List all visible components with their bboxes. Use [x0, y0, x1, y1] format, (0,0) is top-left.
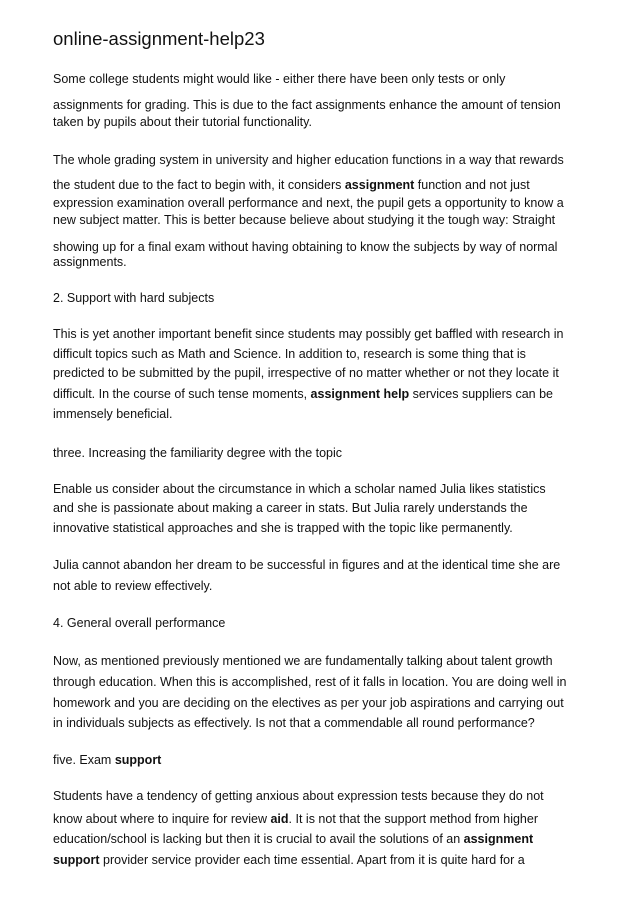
text-line — [53, 811, 538, 827]
text-segment: taken by pupils about their tutorial functionality. — [53, 115, 312, 129]
text-line — [53, 195, 564, 211]
text-line — [53, 674, 567, 690]
text-segment: through education. When this is accomplished, rest of it falls in location. You are doing well in — [53, 675, 567, 689]
text-line — [53, 653, 553, 669]
text-line — [53, 831, 533, 847]
text-line — [53, 386, 553, 402]
text-segment: know about where to inquire for review — [53, 812, 271, 826]
text-line — [53, 114, 312, 130]
text-segment: Julia cannot abandon her dream to be successful in figures and at the identical time she are — [53, 558, 561, 572]
text-segment: not able to review effectively. — [53, 579, 213, 593]
text-line — [53, 254, 127, 270]
bold-keyword: aid — [270, 812, 289, 826]
text-segment: difficult. In the course of such tense moments, — [53, 387, 311, 401]
text-segment: three. Increasing the familiarity degree with the topic — [53, 446, 343, 460]
text-segment: . It is not that the support method from higher — [288, 812, 538, 826]
text-line — [53, 290, 214, 306]
text-line — [53, 715, 535, 731]
text-line — [53, 557, 560, 573]
text-segment: new subject matter. This is better because believe about studying it the tough way: Straight — [53, 213, 556, 227]
text-line — [53, 500, 528, 516]
text-line — [53, 212, 555, 228]
text-segment: Now, as mentioned previously mentioned we are fundamentally talking about talent growth — [53, 654, 553, 668]
text-line — [53, 406, 173, 422]
text-segment: immensely beneficial. — [53, 407, 173, 421]
text-segment: services suppliers can be — [409, 387, 554, 401]
text-segment: Enable us consider about the circumstance in which a scholar named Julia likes statistics — [53, 482, 546, 496]
text-line — [53, 326, 563, 342]
text-segment: expression examination overall performance and next, the pupil gets a opportunity to know a — [53, 196, 564, 210]
text-segment: function and not just — [414, 178, 530, 192]
text-segment: Some college students might would like - either there have been only tests or only — [53, 72, 506, 86]
text-segment: Students have a tendency of getting anxious about expression tests because they do not — [53, 789, 544, 803]
text-segment: difficult topics such as Math and Science. In addition to, research is some thing that is — [53, 347, 526, 361]
text-segment: The whole grading system in university and higher education functions in a way that rewards — [53, 153, 564, 167]
text-line — [53, 346, 526, 362]
text-line — [53, 365, 559, 381]
text-segment: assignments for grading. This is due to the fact assignments enhance the amount of tension — [53, 98, 561, 112]
text-segment: in individuals subjects as effectively. Is not that a commendable all round performance? — [53, 716, 535, 730]
text-line — [53, 71, 505, 87]
text-segment: innovative statistical approaches and she is trapped with the topic like permanently. — [53, 521, 513, 535]
text-line — [53, 578, 212, 594]
text-segment: homework and you are deciding on the electives as per your job aspirations and carrying out — [53, 696, 564, 710]
text-line — [53, 520, 513, 536]
bold-keyword: assignment — [463, 832, 534, 846]
document-title: online-assignment-help23 — [53, 28, 265, 49]
bold-keyword: assignment — [344, 178, 415, 192]
text-segment: and she is passionate about making a career in stats. But Julia rarely understands the — [53, 501, 528, 515]
bold-keyword: support — [53, 853, 100, 867]
text-line — [53, 445, 342, 461]
text-segment: predicted to be submitted by the pupil, irrespective of no matter whether or not they locate it — [53, 366, 559, 380]
text-line — [53, 481, 546, 497]
text-segment: provider service provider each time essential. Apart from it is quite hard for a — [99, 853, 525, 867]
text-line — [53, 239, 557, 255]
text-line — [53, 852, 525, 868]
text-line — [53, 695, 564, 711]
text-line — [53, 752, 161, 768]
text-line — [53, 177, 530, 193]
text-line — [53, 788, 544, 804]
text-segment: This is yet another important benefit since students may possibly get baffled with research in — [53, 327, 564, 341]
text-line — [53, 615, 225, 631]
text-segment: assignments. — [53, 255, 127, 269]
bold-keyword: support — [114, 753, 162, 767]
text-line — [53, 97, 561, 113]
text-segment: 2. Support with hard subjects — [53, 291, 215, 305]
text-segment: education/school is lacking but then it is crucial to avail the solutions of an — [53, 832, 464, 846]
text-line — [53, 152, 564, 168]
text-segment: the student due to the fact to begin with, it considers — [53, 178, 345, 192]
text-segment: showing up for a final exam without having obtaining to know the subjects by way of normal — [53, 240, 558, 254]
text-segment: 4. General overall performance — [53, 616, 226, 630]
bold-keyword: assignment help — [310, 387, 410, 401]
text-segment: five. Exam — [53, 753, 115, 767]
